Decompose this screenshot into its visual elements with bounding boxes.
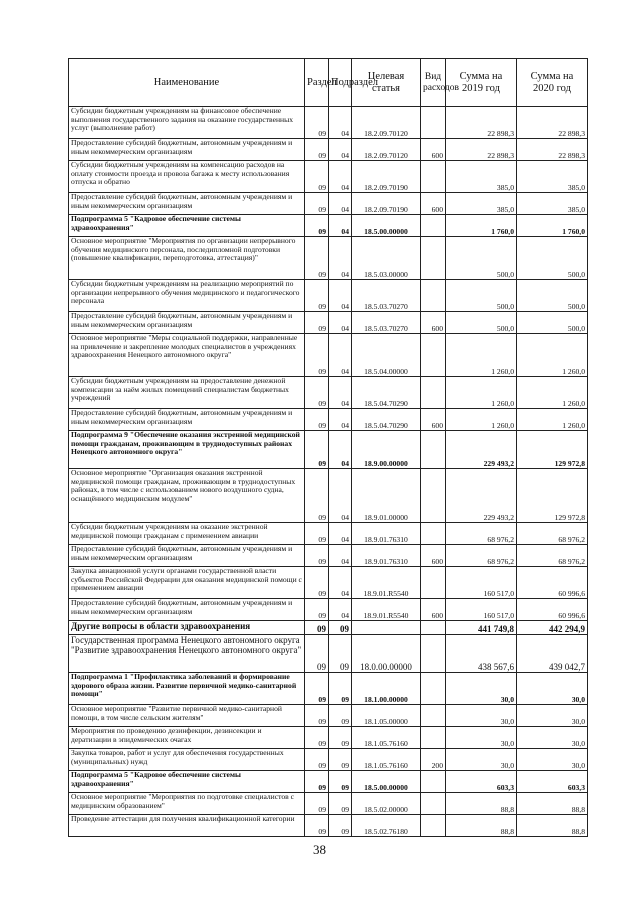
table-row: [69, 237, 588, 280]
row-subsection: 09: [329, 705, 352, 727]
row-sum-2019: 30,0: [446, 727, 517, 749]
row-sum-2019: 500,0: [446, 280, 517, 312]
row-section: 09: [305, 815, 329, 837]
row-section: 09: [305, 312, 329, 334]
row-name: Закупка авиационной услуги органами государственной власти субъектов Российской Федерации для оказания медицинской помощи с применением авиации: [69, 567, 305, 599]
row-sum-2019: 229 493,2: [446, 431, 517, 469]
row-target: 18.2.09.70190: [352, 193, 421, 215]
row-type: 200: [421, 749, 446, 771]
row-name: Субсидии бюджетным учреждениям на реализацию мероприятий по организации непрерывного обучения медицинского и педагогического персонала: [69, 280, 305, 312]
row-type: [421, 377, 446, 409]
row-subsection: 04: [329, 334, 352, 377]
row-target: 18.5.04.70290: [352, 409, 421, 431]
table-row: [69, 727, 588, 749]
row-sum-2020: 30,0: [517, 673, 588, 705]
row-name: Предоставление субсидий бюджетным, автономным учреждениям и иным некоммерческим организациям: [69, 193, 305, 215]
row-sum-2019: 1 760,0: [446, 215, 517, 237]
table-row: [69, 599, 588, 621]
row-target: 18.5.04.70290: [352, 377, 421, 409]
row-name: Основное мероприятие "Мероприятия по подготовке специалистов с медицинским образованием": [69, 793, 305, 815]
row-sum-2019: 385,0: [446, 161, 517, 193]
row-name: Проведение аттестации для получения квалификационной категории: [69, 815, 305, 837]
row-name: Предоставление субсидий бюджетным, автономным учреждениям и иным некоммерческим организациям: [69, 599, 305, 621]
row-sum-2020: 500,0: [517, 237, 588, 280]
header-row: [69, 59, 588, 107]
row-sum-2020: 1 760,0: [517, 215, 588, 237]
row-sum-2020: 439 042,7: [517, 635, 588, 673]
header-sum-2020: Сумма на 2020 год: [517, 59, 588, 107]
row-sum-2019: 88,8: [446, 793, 517, 815]
row-target: 18.5.00.00000: [352, 771, 421, 793]
row-subsection: 04: [329, 523, 352, 545]
row-type: 600: [421, 139, 446, 161]
row-type: [421, 431, 446, 469]
row-subsection: 04: [329, 469, 352, 523]
row-subsection: 04: [329, 377, 352, 409]
table-row: [69, 377, 588, 409]
header-name: Наименование: [69, 59, 305, 107]
header-section: Раздел: [305, 59, 329, 107]
row-target: 18.5.04.00000: [352, 334, 421, 377]
row-sum-2019: 1 260,0: [446, 409, 517, 431]
row-sum-2020: 88,8: [517, 793, 588, 815]
page-number: 38: [313, 842, 326, 857]
row-target: 18.1.05.76160: [352, 749, 421, 771]
row-sum-2020: 30,0: [517, 749, 588, 771]
table-row: [69, 280, 588, 312]
row-subsection: 09: [329, 771, 352, 793]
row-sum-2020: 30,0: [517, 705, 588, 727]
row-name: Субсидии бюджетным учреждениям на компенсацию расходов на оплату стоимости проезда и провоза багажа к месту использования отпуска и обратно: [69, 161, 305, 193]
table-row: [69, 431, 588, 469]
row-section: 09: [305, 523, 329, 545]
row-subsection: 09: [329, 815, 352, 837]
table-row: [69, 523, 588, 545]
row-type: 600: [421, 409, 446, 431]
row-subsection: 04: [329, 280, 352, 312]
row-target: 18.9.01.R5540: [352, 599, 421, 621]
row-sum-2020: 1 260,0: [517, 377, 588, 409]
row-name: Закупка товаров, работ и услуг для обеспечения государственных (муниципальных) нужд: [69, 749, 305, 771]
table-row: [69, 139, 588, 161]
row-section: 09: [305, 621, 329, 635]
row-target: 18.2.09.70120: [352, 107, 421, 139]
row-sum-2020: 30,0: [517, 727, 588, 749]
row-type: [421, 771, 446, 793]
row-target: 18.9.01.76310: [352, 523, 421, 545]
row-section: 09: [305, 215, 329, 237]
table-row: [69, 193, 588, 215]
row-type: [421, 523, 446, 545]
row-target: [352, 621, 421, 635]
row-type: 600: [421, 193, 446, 215]
row-sum-2019: 438 567,6: [446, 635, 517, 673]
table-row: [69, 621, 588, 635]
row-name: Субсидии бюджетным учреждениям на оказание экстренной медицинской помощи гражданам с применением авиации: [69, 523, 305, 545]
row-section: 09: [305, 469, 329, 523]
row-sum-2020: 442 294,9: [517, 621, 588, 635]
row-section: 09: [305, 635, 329, 673]
row-name: Подпрограмма 5 "Кадровое обеспечение системы здравоохранения": [69, 771, 305, 793]
row-sum-2019: 88,8: [446, 815, 517, 837]
row-name: Мероприятия по проведению дезинфекции, дезинсекции и дератизации в эпидемических очагах: [69, 727, 305, 749]
row-type: 600: [421, 599, 446, 621]
header-type: Вид расходов: [421, 59, 446, 107]
row-section: 09: [305, 431, 329, 469]
table-row: [69, 705, 588, 727]
row-sum-2020: 60 996,6: [517, 567, 588, 599]
row-section: 09: [305, 193, 329, 215]
row-type: [421, 793, 446, 815]
row-target: 18.9.01.76310: [352, 545, 421, 567]
row-sum-2020: 88,8: [517, 815, 588, 837]
row-sum-2019: 68 976,2: [446, 545, 517, 567]
row-subsection: 04: [329, 193, 352, 215]
row-subsection: 04: [329, 161, 352, 193]
row-sum-2020: 385,0: [517, 193, 588, 215]
row-sum-2019: 385,0: [446, 193, 517, 215]
table-row: [69, 749, 588, 771]
row-subsection: 04: [329, 545, 352, 567]
row-subsection: 09: [329, 727, 352, 749]
table-row: [69, 567, 588, 599]
row-sum-2020: 1 260,0: [517, 409, 588, 431]
header-subsection: Подраздел: [329, 59, 352, 107]
row-section: 09: [305, 161, 329, 193]
table-row: [69, 815, 588, 837]
row-type: [421, 567, 446, 599]
row-target: 18.1.05.00000: [352, 705, 421, 727]
table-row: [69, 107, 588, 139]
row-target: 18.5.03.70270: [352, 280, 421, 312]
row-subsection: 04: [329, 567, 352, 599]
row-name: Другие вопросы в области здравоохранения: [69, 621, 305, 635]
row-section: 09: [305, 599, 329, 621]
row-target: 18.2.09.70120: [352, 139, 421, 161]
row-type: [421, 727, 446, 749]
row-type: [421, 280, 446, 312]
row-subsection: 04: [329, 431, 352, 469]
row-sum-2020: 129 972,8: [517, 469, 588, 523]
row-subsection: 09: [329, 749, 352, 771]
row-name: Субсидии бюджетным учреждениям на предоставление денежной компенсации за наём жилых помещений специалистам бюджетных учреждений: [69, 377, 305, 409]
row-sum-2019: 603,3: [446, 771, 517, 793]
row-sum-2019: 441 749,8: [446, 621, 517, 635]
row-section: 09: [305, 377, 329, 409]
row-sum-2020: 500,0: [517, 312, 588, 334]
row-sum-2019: 500,0: [446, 237, 517, 280]
row-subsection: 09: [329, 793, 352, 815]
row-name: Подпрограмма 5 "Кадровое обеспечение системы здравоохранения": [69, 215, 305, 237]
table-row: [69, 793, 588, 815]
row-type: [421, 107, 446, 139]
row-type: [421, 334, 446, 377]
row-type: [421, 621, 446, 635]
row-name: Подпрограмма 9 "Обеспечение оказания экстренной медицинской помощи гражданам, проживающим в труднодоступных районах Ненецкого автономного округа": [69, 431, 305, 469]
row-type: [421, 215, 446, 237]
row-sum-2019: 1 260,0: [446, 377, 517, 409]
row-name: Основное мероприятие "Организация оказания экстренной медицинской помощи гражданам, проживающим в труднодоступных районах, в том числе с использованием нового воздушного судна, оснащённого медицинским модулем": [69, 469, 305, 523]
row-type: [421, 161, 446, 193]
row-subsection: 04: [329, 215, 352, 237]
row-section: 09: [305, 749, 329, 771]
row-section: 09: [305, 139, 329, 161]
row-name: Предоставление субсидий бюджетным, автономным учреждениям и иным некоммерческим организациям: [69, 409, 305, 431]
row-subsection: 04: [329, 139, 352, 161]
row-type: [421, 815, 446, 837]
table-row: [69, 334, 588, 377]
row-target: 18.5.00.00000: [352, 215, 421, 237]
table-row: [69, 161, 588, 193]
row-name: Подпрограмма 1 "Профилактика заболеваний и формирование здорового образа жизни. Развитие первичной медико-санитарной помощи": [69, 673, 305, 705]
row-type: [421, 705, 446, 727]
row-section: 09: [305, 567, 329, 599]
row-sum-2019: 22 898,3: [446, 139, 517, 161]
row-target: 18.9.00.00000: [352, 431, 421, 469]
row-name: Предоставление субсидий бюджетным, автономным учреждениям и иным некоммерческим организациям: [69, 312, 305, 334]
budget-table: [68, 58, 588, 837]
row-sum-2019: 30,0: [446, 673, 517, 705]
row-subsection: 04: [329, 237, 352, 280]
row-subsection: 04: [329, 312, 352, 334]
row-target: 18.1.00.00000: [352, 673, 421, 705]
row-type: [421, 673, 446, 705]
row-target: 18.9.01.00000: [352, 469, 421, 523]
row-type: [421, 237, 446, 280]
row-target: 18.9.01.R5540: [352, 567, 421, 599]
table-row: [69, 673, 588, 705]
row-name: Предоставление субсидий бюджетным, автономным учреждениям и иным некоммерческим организациям: [69, 139, 305, 161]
row-name: Основное мероприятие "Меры социальной поддержки, направленные на привлечение и закрепление молодых специалистов в учреждениях здравоохранения Ненецкого автономного округа": [69, 334, 305, 377]
row-sum-2019: 500,0: [446, 312, 517, 334]
row-subsection: 09: [329, 621, 352, 635]
row-target: 18.5.02.76180: [352, 815, 421, 837]
row-target: 18.5.02.00000: [352, 793, 421, 815]
header-sum-2019: Сумма на 2019 год: [446, 59, 517, 107]
table-row: [69, 409, 588, 431]
row-section: 09: [305, 793, 329, 815]
row-section: 09: [305, 545, 329, 567]
row-sum-2019: 229 493,2: [446, 469, 517, 523]
row-sum-2019: 22 898,3: [446, 107, 517, 139]
row-sum-2020: 22 898,3: [517, 139, 588, 161]
row-sum-2020: 500,0: [517, 280, 588, 312]
row-subsection: 09: [329, 635, 352, 673]
header-target: Целевая статья: [352, 59, 421, 107]
row-section: 09: [305, 107, 329, 139]
row-target: 18.0.00.00000: [352, 635, 421, 673]
row-section: 09: [305, 705, 329, 727]
row-name: Субсидии бюджетным учреждениям на финансовое обеспечение выполнения государственного задания на оказание государственных услуг (выполнение работ): [69, 107, 305, 139]
row-target: 18.5.03.70270: [352, 312, 421, 334]
row-sum-2019: 68 976,2: [446, 523, 517, 545]
row-section: 09: [305, 673, 329, 705]
row-sum-2019: 30,0: [446, 749, 517, 771]
row-sum-2020: 60 996,6: [517, 599, 588, 621]
row-subsection: 09: [329, 673, 352, 705]
row-name: Основное мероприятие "Развитие первичной медико-санитарной помощи, в том числе сельским жителям": [69, 705, 305, 727]
table-row: [69, 635, 588, 673]
row-type: [421, 469, 446, 523]
table-row: [69, 771, 588, 793]
row-type: 600: [421, 312, 446, 334]
row-sum-2020: 22 898,3: [517, 107, 588, 139]
table-row: [69, 545, 588, 567]
row-sum-2019: 1 260,0: [446, 334, 517, 377]
row-type: 600: [421, 545, 446, 567]
table-row: [69, 312, 588, 334]
row-name: Основное мероприятие "Мероприятия по организации непрерывного обучения медицинского персонала, последипломной подготовки (повышение квалификации, переподготовка, аттестация)": [69, 237, 305, 280]
row-subsection: 04: [329, 107, 352, 139]
table-row: [69, 215, 588, 237]
row-subsection: 04: [329, 409, 352, 431]
row-section: 09: [305, 280, 329, 312]
table-row: [69, 469, 588, 523]
row-sum-2019: 160 517,0: [446, 599, 517, 621]
row-sum-2020: 129 972,8: [517, 431, 588, 469]
row-section: 09: [305, 409, 329, 431]
row-sum-2020: 68 976,2: [517, 545, 588, 567]
row-name: Государственная программа Ненецкого автономного округа "Развитие здравоохранения Ненецкого автономного округа": [69, 635, 305, 673]
row-section: 09: [305, 334, 329, 377]
row-subsection: 04: [329, 599, 352, 621]
row-type: [421, 635, 446, 673]
row-target: 18.1.05.76160: [352, 727, 421, 749]
row-sum-2020: 1 260,0: [517, 334, 588, 377]
row-section: 09: [305, 237, 329, 280]
row-sum-2019: 160 517,0: [446, 567, 517, 599]
row-target: 18.2.09.70190: [352, 161, 421, 193]
row-sum-2019: 30,0: [446, 705, 517, 727]
row-sum-2020: 68 976,2: [517, 523, 588, 545]
row-sum-2020: 385,0: [517, 161, 588, 193]
row-sum-2020: 603,3: [517, 771, 588, 793]
row-target: 18.5.03.00000: [352, 237, 421, 280]
row-section: 09: [305, 771, 329, 793]
row-name: Предоставление субсидий бюджетным, автономным учреждениям и иным некоммерческим организациям: [69, 545, 305, 567]
row-section: 09: [305, 727, 329, 749]
